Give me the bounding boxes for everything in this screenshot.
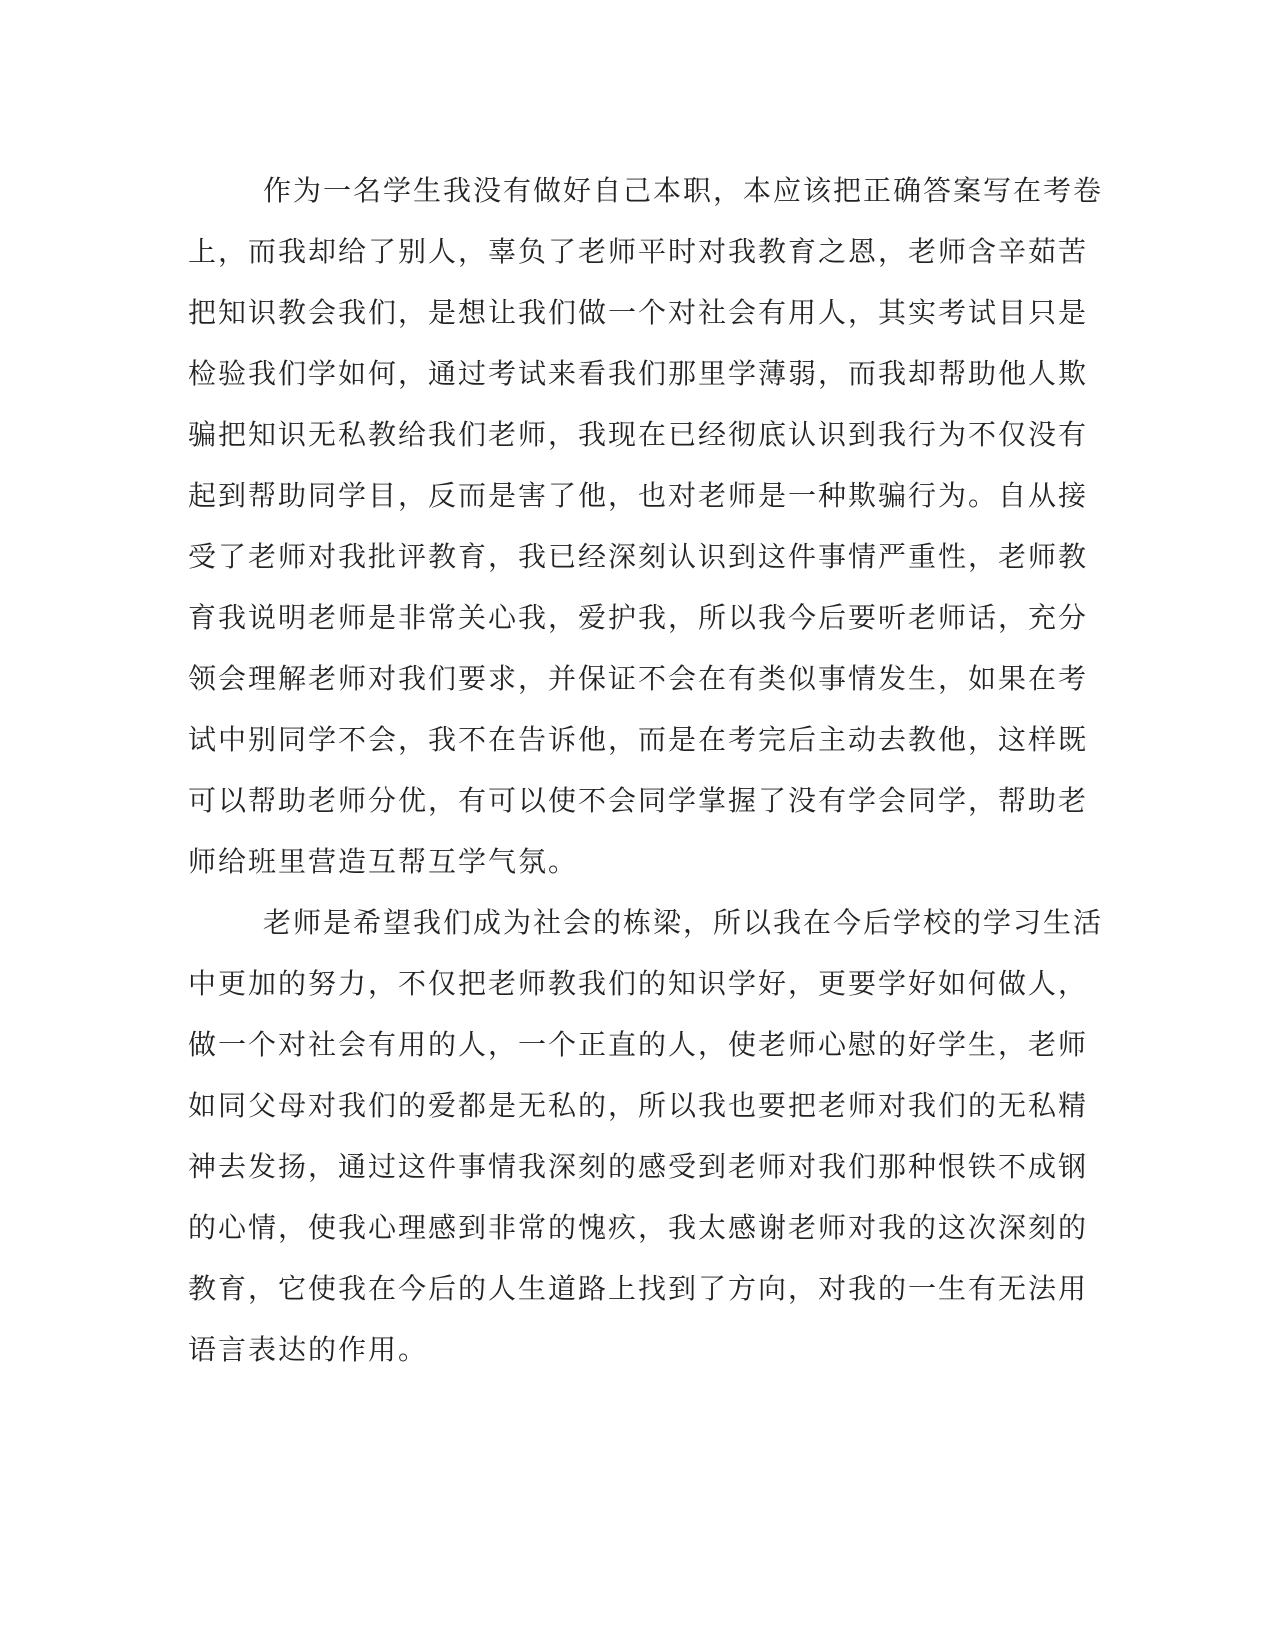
- paragraph-line: 中更加的努力，不仅把老师教我们的知识学好，更要学好如何做人，: [188, 967, 1089, 1000]
- paragraph-line: 领会理解老师对我们要求，并保证不会在有类似事情发生，如果在考: [188, 662, 1089, 695]
- paragraph-2: [188, 892, 1104, 1380]
- paragraph-line: 检验我们学如何，通过考试来看我们那里学薄弱，而我却帮助他人欺: [188, 357, 1089, 390]
- paragraph-line: 如同父母对我们的爱都是无私的，所以我也要把老师对我们的无私精: [188, 1089, 1089, 1122]
- paragraph-line: 上，而我却给了别人，辜负了老师平时对我教育之恩，老师含辛茹苦: [188, 235, 1089, 268]
- paragraph-line: 把知识教会我们，是想让我们做一个对社会有用人，其实考试目只是: [188, 296, 1089, 329]
- paragraph-line: 师给班里营造互帮互学气氛。: [188, 845, 579, 878]
- paragraph-line: 试中别同学不会，我不在告诉他，而是在考完后主动去教他，这样既: [188, 723, 1089, 756]
- paragraph-line: 语言表达的作用。: [188, 1333, 429, 1366]
- paragraph-line: 做一个对社会有用的人，一个正直的人，使老师心慰的好学生，老师: [188, 1028, 1089, 1061]
- paragraph-line: 骗把知识无私教给我们老师，我现在已经彻底认识到我行为不仅没有: [188, 418, 1089, 451]
- paragraph-line: 的心情，使我心理感到非常的愧疚，我太感谢老师对我的这次深刻的: [188, 1211, 1089, 1244]
- paragraph-line: 受了老师对我批评教育，我已经深刻认识到这件事情严重性，老师教: [188, 540, 1089, 573]
- paragraph-line: 育我说明老师是非常关心我，爱护我，所以我今后要听老师话，充分: [188, 601, 1089, 634]
- paragraph-line: 教育，它使我在今后的人生道路上找到了方向，对我的一生有无法用: [188, 1272, 1089, 1305]
- paragraph-line: 老师是希望我们成为社会的栋梁，所以我在今后学校的学习生活: [263, 906, 1104, 939]
- paragraph-line: 起到帮助同学目，反而是害了他，也对老师是一种欺骗行为。自从接: [188, 479, 1089, 512]
- document-body: [188, 160, 1104, 1380]
- paragraph-line: 作为一名学生我没有做好自己本职，本应该把正确答案写在考卷: [263, 174, 1104, 207]
- paragraph-line: 神去发扬，通过这件事情我深刻的感受到老师对我们那种恨铁不成钢: [188, 1150, 1089, 1183]
- paragraph-1: [188, 160, 1104, 892]
- paragraph-line: 可以帮助老师分优，有可以使不会同学掌握了没有学会同学，帮助老: [188, 784, 1089, 817]
